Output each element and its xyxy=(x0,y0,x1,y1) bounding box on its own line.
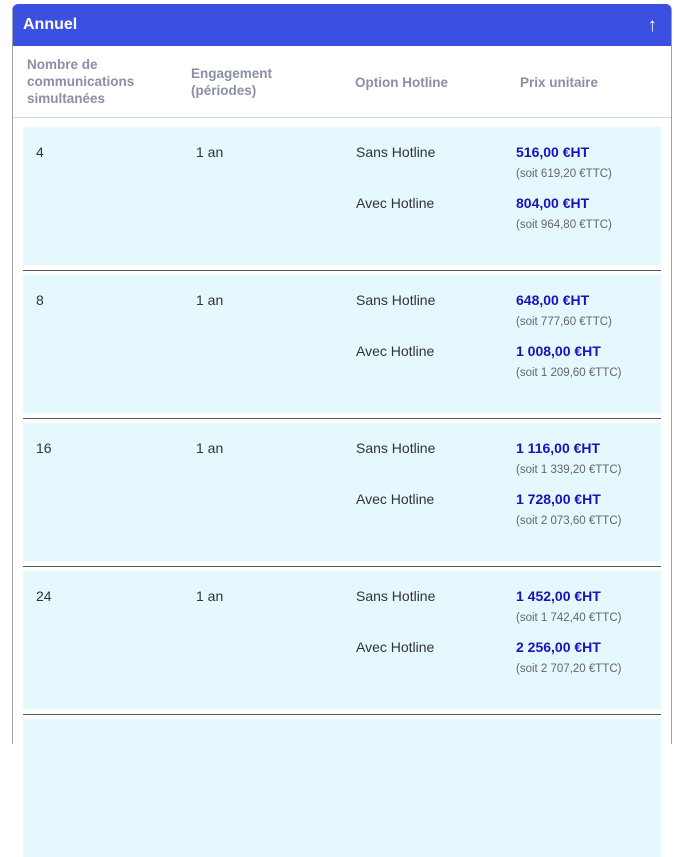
column-header-engagement: Engagement (périodes) xyxy=(191,66,273,98)
price-ht: 1 452,00 €HT xyxy=(516,588,601,604)
option-label: Avec Hotline xyxy=(356,195,435,211)
engagement-cell: 1 an xyxy=(196,588,224,604)
option-label: Sans Hotline xyxy=(356,292,436,308)
option-label: Avec Hotline xyxy=(356,639,435,655)
price-ttc: (soit 1 209,60 €TTC) xyxy=(516,367,622,379)
accordion-title: Annuel xyxy=(23,16,78,33)
arrow-up-icon[interactable]: ↑ xyxy=(647,14,657,36)
price-ht: 2 256,00 €HT xyxy=(516,639,601,655)
option-label: Avec Hotline xyxy=(356,343,435,359)
column-header-count: Nombre de communications simultanées xyxy=(27,57,135,106)
price-ht: 1 728,00 €HT xyxy=(516,491,601,507)
price-ttc: (soit 619,20 €TTC) xyxy=(516,168,612,180)
count-cell: 4 xyxy=(36,144,44,160)
price-ttc: (soit 2 707,20 €TTC) xyxy=(516,663,622,675)
price-ttc: (soit 777,60 €TTC) xyxy=(516,316,612,328)
count-cell: 8 xyxy=(36,292,44,308)
option-label: Sans Hotline xyxy=(356,588,436,604)
column-header-price: Prix unitaire xyxy=(520,75,599,90)
option-label: Sans Hotline xyxy=(356,440,436,456)
engagement-cell: 1 an xyxy=(196,144,224,160)
option-label: Avec Hotline xyxy=(356,491,435,507)
column-header-option: Option Hotline xyxy=(355,75,448,90)
price-ttc: (soit 964,80 €TTC) xyxy=(516,219,612,231)
price-ttc: (soit 1 339,20 €TTC) xyxy=(516,464,622,476)
price-ht: 1 116,00 €HT xyxy=(516,440,601,456)
table-row xyxy=(23,571,661,709)
price-ht: 516,00 €HT xyxy=(516,144,590,160)
count-cell: 24 xyxy=(36,588,52,604)
price-ttc: (soit 2 073,60 €TTC) xyxy=(516,515,622,527)
price-ht: 804,00 €HT xyxy=(516,195,590,211)
table-row xyxy=(23,127,661,265)
price-ht: 648,00 €HT xyxy=(516,292,590,308)
count-cell: 16 xyxy=(36,440,52,456)
row-divider xyxy=(23,270,661,271)
option-label: Sans Hotline xyxy=(356,144,436,160)
price-ht: 1 008,00 €HT xyxy=(516,343,601,359)
engagement-cell: 1 an xyxy=(196,292,224,308)
pricing-accordion xyxy=(12,4,672,744)
table-row xyxy=(23,423,661,561)
engagement-cell: 1 an xyxy=(196,440,224,456)
table-header xyxy=(13,46,671,118)
accordion-header[interactable] xyxy=(13,4,671,46)
row-divider xyxy=(23,566,661,567)
row-divider xyxy=(23,418,661,419)
table-row xyxy=(23,275,661,413)
table-row xyxy=(23,719,661,857)
price-ttc: (soit 1 742,40 €TTC) xyxy=(516,612,622,624)
row-divider xyxy=(23,714,661,715)
